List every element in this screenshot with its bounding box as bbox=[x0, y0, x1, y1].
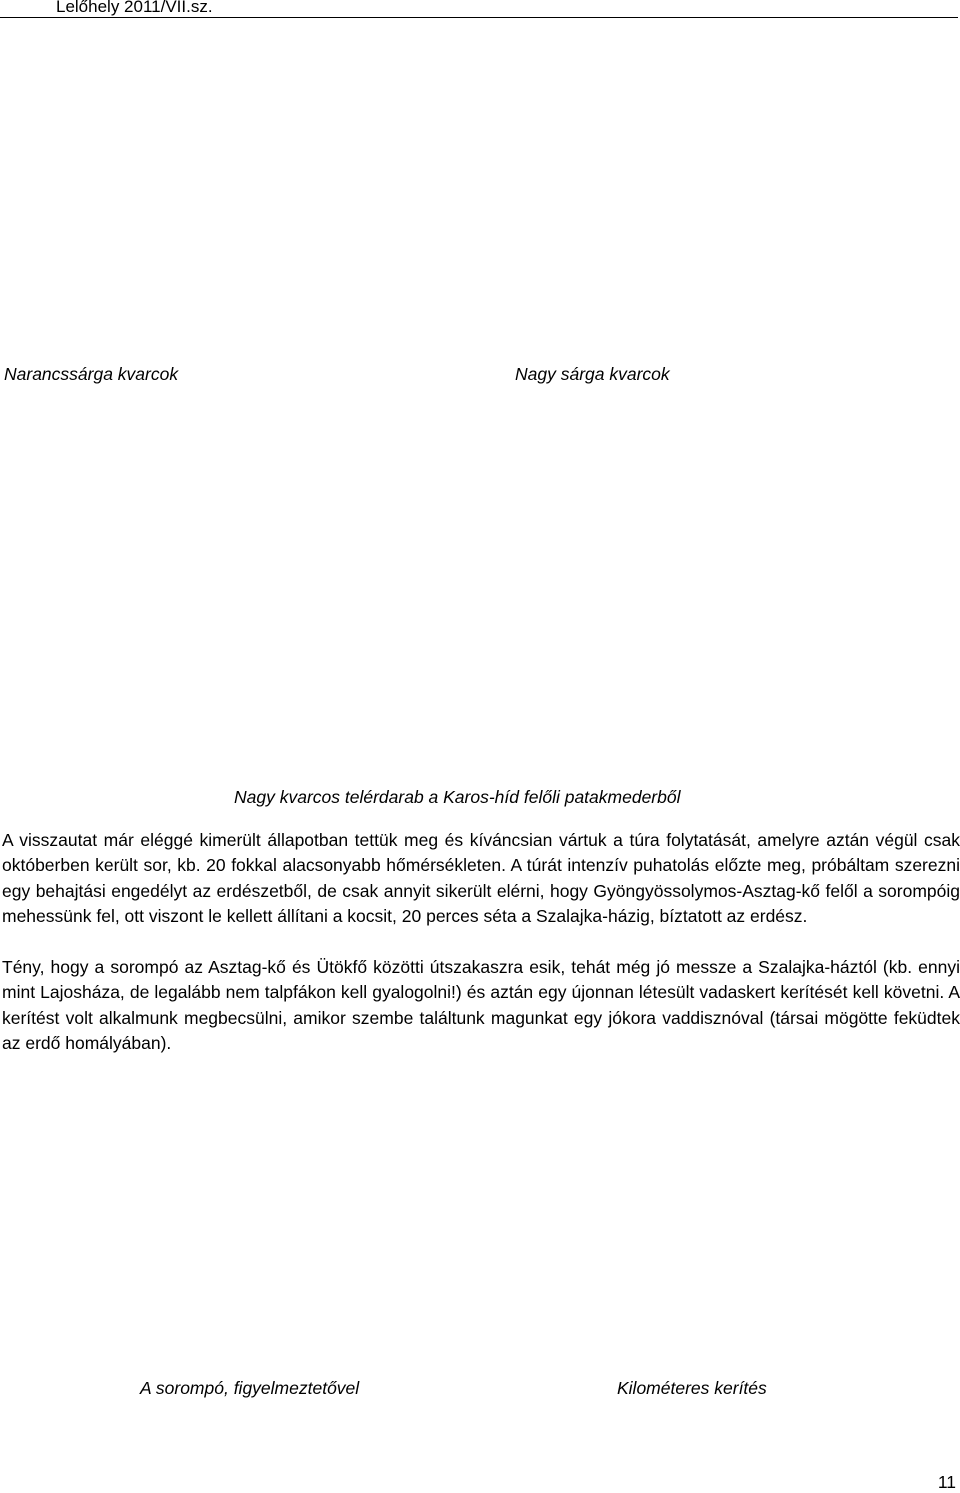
caption-kilometer-fence: Kilométeres kerítés bbox=[617, 1378, 767, 1398]
header-title: Lelőhely 2011/VII.sz. bbox=[56, 0, 213, 16]
caption-barrier-with-sign: A sorompó, figyelmeztetővel bbox=[140, 1378, 360, 1398]
page-header bbox=[0, 0, 958, 18]
caption-big-yellow-quartz: Nagy sárga kvarcok bbox=[515, 364, 670, 384]
caption-quartz-vein-fragment: Nagy kvarcos telérdarab a Karos-híd felőli patakmederből bbox=[234, 787, 681, 807]
body-paragraph-1: A visszautat már eléggé kimerült állapotban tettük meg és kíváncsian vártuk a túra folytatását, amelyre aztán végül csak októberben került sor, kb. 20 fokkal alacsonyabb hőmérsékleten. A túrát intenzív puhatolás előzte meg, próbáltam szerezni egy behajtási engedélyt az erdészetből, de csak annyit sikerült elérni, hogy Gyöngyössolymos-Asztag-kő felől a sorompóig mehessünk fel, ott viszont le kellett állítani a kocsit, 20 perces séta a Szalajka-házig, bíztatott az erdész. bbox=[2, 830, 960, 927]
caption-orange-quartz: Narancssárga kvarcok bbox=[4, 364, 179, 384]
body-paragraph-2: Tény, hogy a sorompó az Asztag-kő és Ütökfő közötti útszakaszra esik, tehát még jó messze a Szalajka-háztól (kb. ennyi mint Lajosháza, de legalább nem talpfákon kell gyalogolni!) és aztán egy újonnan létesült vadaskert kerítését kell követni. A kerítést volt alkalmunk megbecsülni, amikor szembe találtunk magunkat egy jókora vaddisznóval (társai mögötte feküdtek az erdő homályában). bbox=[2, 957, 960, 1054]
page-number: 11 bbox=[937, 1472, 956, 1492]
